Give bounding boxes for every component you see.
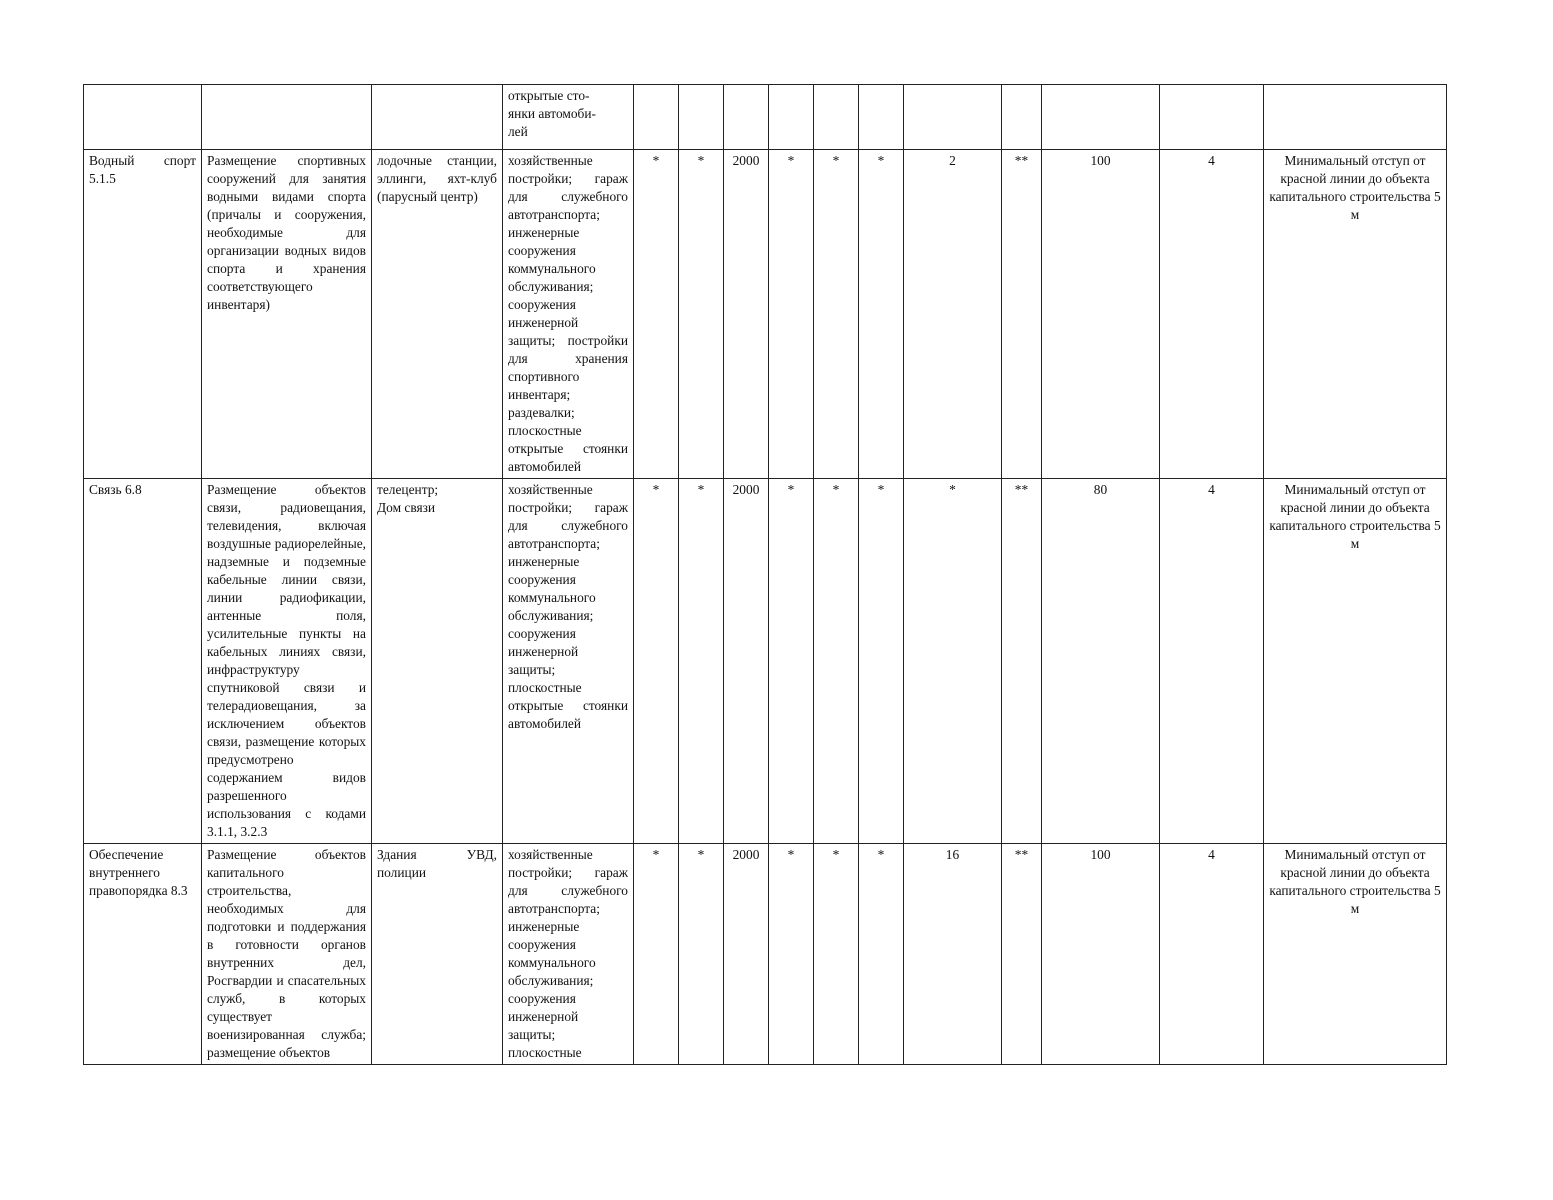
use-kind-cell: Обеспечение внутреннего правопорядка 8.3: [84, 844, 202, 1065]
param-cell: 16: [904, 844, 1002, 1065]
note-cell: Минимальный отступ от красной линии до объекта капитального строительства 5 м: [1264, 479, 1447, 844]
param-cell: *: [634, 844, 679, 1065]
param-cell: **: [1002, 479, 1042, 844]
param-cell: 80: [1042, 479, 1160, 844]
description-cell: Размещение объектов связи, радиовещания, телевидения, включая воздушные радиорелейные, надземные и подземные кабельные линии связи, линии радиофикации, антенные поля, усилительные пункты на кабельных линиях связи, инфраструктуру спутниковой связи и телерадиовещания, за исключением объектов связи, размещение которых предусмотрено содержанием видов разрешенного использования с кодами 3.1.1, 3.2.3: [202, 479, 372, 844]
zoning-regulations-table: [83, 84, 1447, 1065]
objects-cell: телецентр; Дом связи: [372, 479, 503, 844]
objects-cell: [372, 85, 503, 150]
param-cell: **: [1002, 844, 1042, 1065]
use-kind-cell: [84, 85, 202, 150]
description-cell: Размещение спортивных сооружений для занятия водными видами спорта (причалы и сооружения, необходимые для организации водных видов спорта и хранения соответствующего инвентаря): [202, 150, 372, 479]
param-cell: 100: [1042, 844, 1160, 1065]
description-cell: Размещение объектов капитального строительства, необходимых для подготовки и поддержания в готовности органов внутренних дел, Росгвардии и спасательных служб, в которых существует военизированная служба; размещение объектов: [202, 844, 372, 1065]
description-cell: [202, 85, 372, 150]
param-cell: [904, 85, 1002, 150]
param-cell: *: [769, 479, 814, 844]
aux-objects-cell: открытые сто- янки автомоби- лей: [503, 85, 634, 150]
param-cell: [724, 85, 769, 150]
param-cell: *: [679, 479, 724, 844]
param-cell: [1160, 85, 1264, 150]
param-cell: *: [679, 150, 724, 479]
param-cell: [814, 85, 859, 150]
param-cell: 4: [1160, 150, 1264, 479]
param-cell: *: [634, 479, 679, 844]
param-cell: *: [679, 844, 724, 1065]
param-cell: *: [769, 150, 814, 479]
param-cell: *: [769, 844, 814, 1065]
param-cell: *: [859, 479, 904, 844]
aux-objects-cell: хозяйственные постройки; гараж для служебного автотранспорта; инженерные сооружения коммунального обслуживания; сооружения инженерной защиты; постройки для хранения спортивного инвентаря; раздевалки; плоскостные открытые стоянки автомобилей: [503, 150, 634, 479]
use-kind-cell: Связь 6.8: [84, 479, 202, 844]
table-row: [84, 85, 1447, 150]
use-kind-cell: Водный спорт 5.1.5: [84, 150, 202, 479]
param-cell: [1042, 85, 1160, 150]
param-cell: [634, 85, 679, 150]
param-cell: 2000: [724, 150, 769, 479]
param-cell: [1002, 85, 1042, 150]
param-cell: [859, 85, 904, 150]
param-cell: [679, 85, 724, 150]
param-cell: *: [859, 844, 904, 1065]
param-cell: 4: [1160, 844, 1264, 1065]
note-cell: Минимальный отступ от красной линии до объекта капитального строительства 5 м: [1264, 844, 1447, 1065]
aux-objects-cell: хозяйственные постройки; гараж для служебного автотранспорта; инженерные сооружения коммунального обслуживания; сооружения инженерной защиты; плоскостные открытые стоянки автомобилей: [503, 479, 634, 844]
table-row: [84, 844, 1447, 1065]
param-cell: *: [859, 150, 904, 479]
table-row: [84, 479, 1447, 844]
param-cell: 2000: [724, 844, 769, 1065]
param-cell: *: [904, 479, 1002, 844]
param-cell: 2000: [724, 479, 769, 844]
objects-cell: лодочные станции, эллинги, яхт-клуб (парусный центр): [372, 150, 503, 479]
param-cell: *: [814, 150, 859, 479]
param-cell: **: [1002, 150, 1042, 479]
param-cell: 100: [1042, 150, 1160, 479]
note-cell: Минимальный отступ от красной линии до объекта капитального строительства 5 м: [1264, 150, 1447, 479]
note-cell: [1264, 85, 1447, 150]
param-cell: 2: [904, 150, 1002, 479]
table-row: [84, 150, 1447, 479]
param-cell: [769, 85, 814, 150]
objects-cell: Здания УВД, полиции: [372, 844, 503, 1065]
param-cell: 4: [1160, 479, 1264, 844]
aux-objects-cell: хозяйственные постройки; гараж для служебного автотранспорта; инженерные сооружения коммунального обслуживания; сооружения инженерной защиты; плоскостные: [503, 844, 634, 1065]
param-cell: *: [814, 844, 859, 1065]
param-cell: *: [634, 150, 679, 479]
param-cell: *: [814, 479, 859, 844]
